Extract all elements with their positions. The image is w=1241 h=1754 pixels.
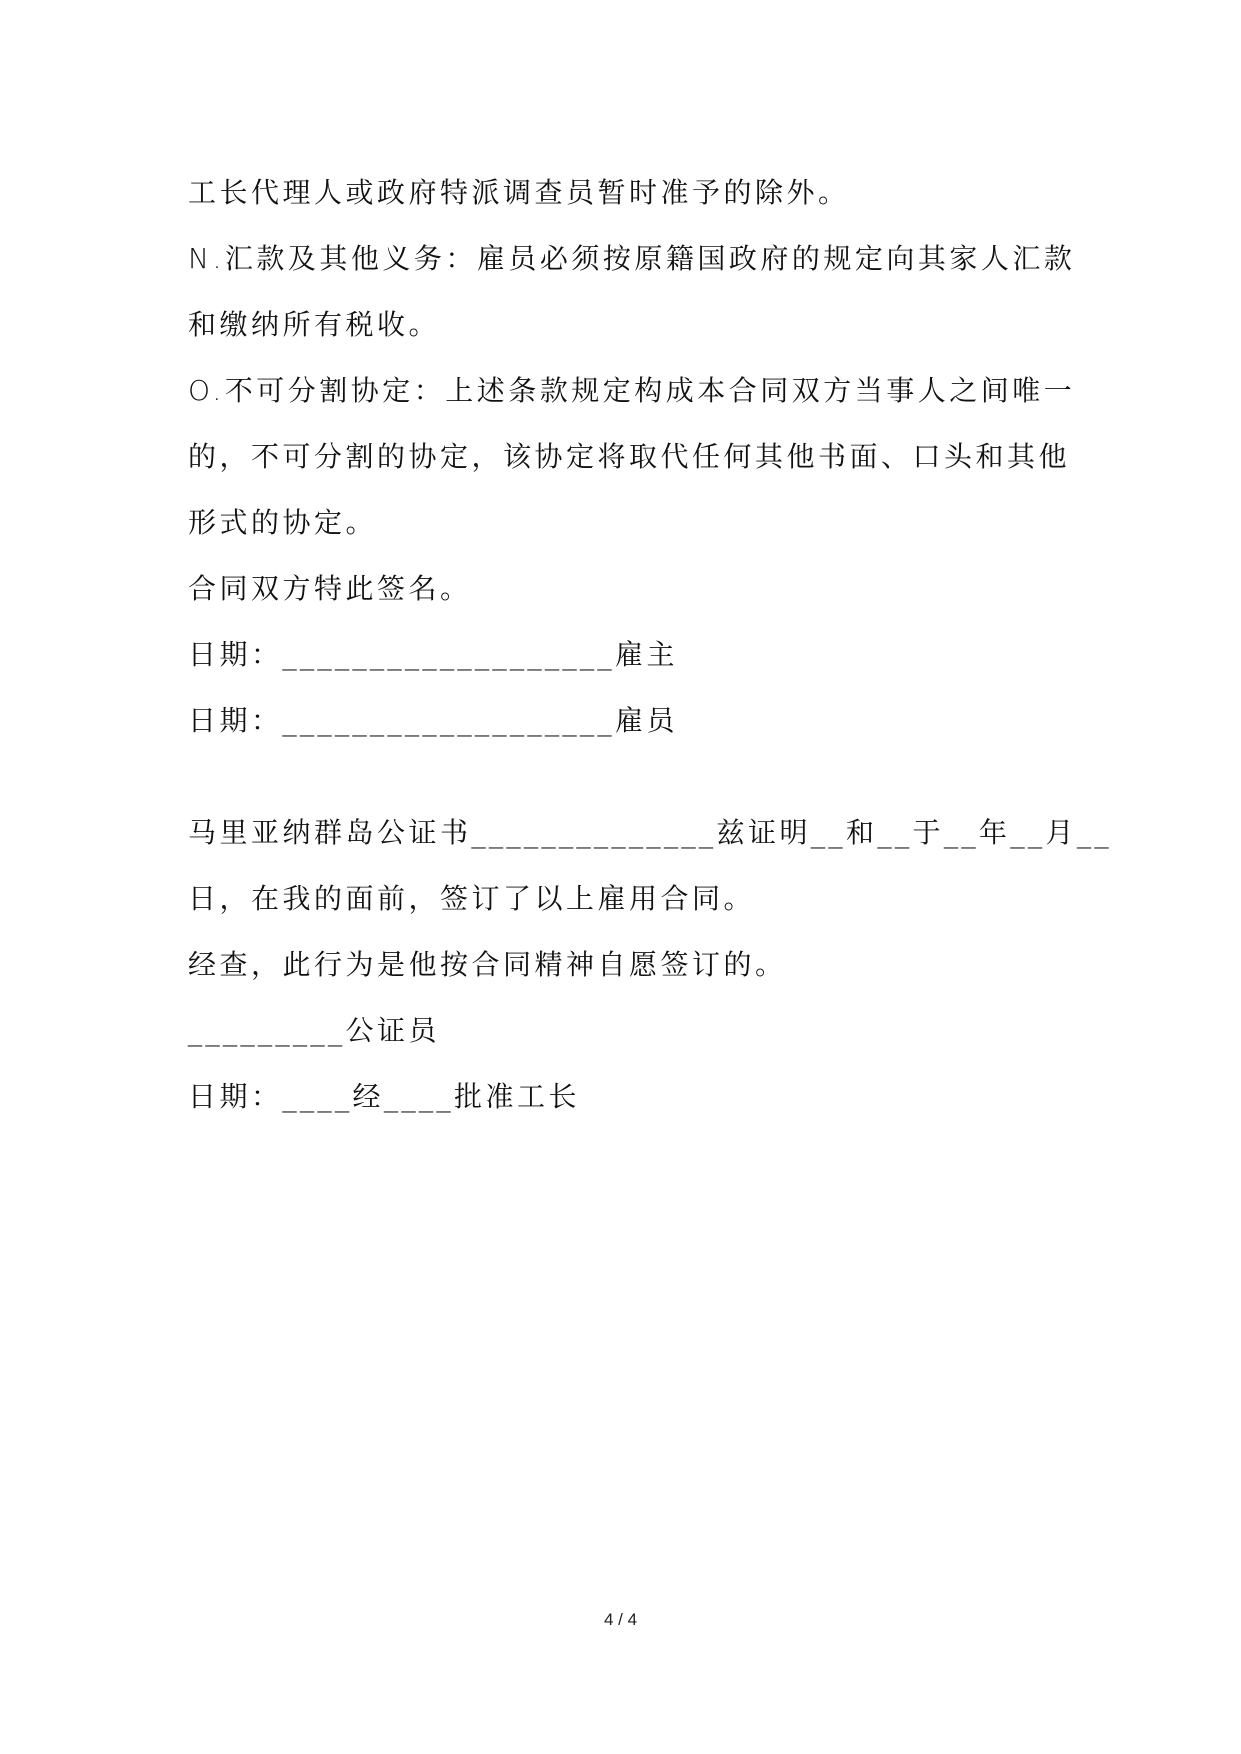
paragraph-line: O.不可分割协定：上述条款规定构成本合同双方当事人之间唯一 — [188, 374, 1076, 407]
page-number: 4 / 4 — [603, 1610, 638, 1629]
section-gap — [188, 754, 1058, 800]
notary-certificate-line: 经查，此行为是他按合同精神自愿签订的。 — [188, 948, 787, 981]
notary-certificate-line: 日，在我的面前，签订了以上雇用合同。 — [188, 882, 756, 915]
employee-signature-line: 日期：___________________雇员 — [188, 704, 679, 737]
document-body — [188, 160, 1113, 1130]
employer-signature-line: 日期：___________________雇主 — [188, 638, 679, 671]
signing-statement: 合同双方特此签名。 — [188, 572, 472, 605]
paragraph-line: 工长代理人或政府特派调查员暂时准予的除外。 — [188, 176, 850, 209]
notary-signature-line: _________公证员 — [188, 1014, 441, 1047]
paragraph-line: 形式的协定。 — [188, 506, 378, 539]
paragraph-line: 和缴纳所有税收。 — [188, 308, 441, 341]
approval-date-line: 日期：____经____批准工长 — [188, 1080, 581, 1113]
paragraph-line: N.汇款及其他义务：雇员必须按原籍国政府的规定向其家人汇款 — [188, 242, 1076, 275]
notary-certificate-line: 马里亚纳群岛公证书______________兹证明__和__于__年__月__ — [188, 816, 1113, 849]
paragraph-line: 的，不可分割的协定，该协定将取代任何其他书面、口头和其他 — [188, 440, 1071, 473]
